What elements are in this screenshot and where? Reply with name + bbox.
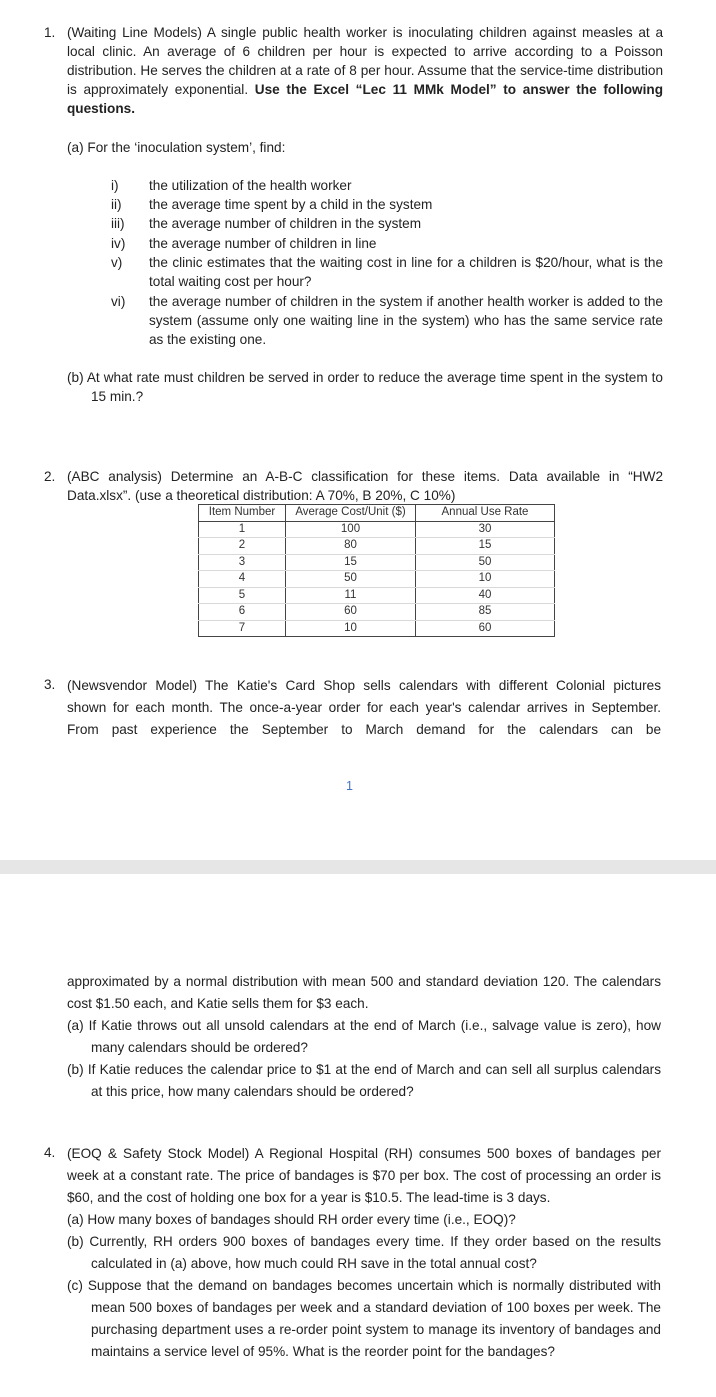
question-3-line-2: shown for each month. The once-a-year order for each year's calendar arrives in September. [67,700,661,715]
table-row [199,620,555,637]
item-text-vi: the average number of children in the system if another health worker is added to the system (assume only one waiting line in the system) who has the same service rate as the existing one. [149,294,663,347]
column-header-average-cost: Average Cost/Unit ($) [286,505,416,522]
table-cell: 7 [199,620,286,637]
table-cell: 50 [416,554,555,571]
question-1-text: (Waiting Line Models) A single public health worker is inoculating children against measles at a local clinic. An average of 6 children per hour is expected to arrive according to a Poisson distribution. He serves the children at a rate of 8 per hour. Assume that the service-time distribution is approximately exponential. [67,25,663,97]
table-row [199,521,555,538]
question-1-instruction: Use the Excel “Lec 11 MMk Model” to answer the following questions. [67,82,663,116]
question-2-number: 2. [44,469,56,484]
item-label-ii: ii) [111,197,122,212]
item-label-vi: vi) [111,294,126,309]
table-row [199,538,555,555]
table-cell: 3 [199,554,286,571]
item-label-i: i) [111,178,119,193]
column-header-item-number: Item Number [199,505,286,522]
question-1-part-a: (a) For the ‘inoculation system’, find: [67,140,286,155]
table-row [199,554,555,571]
table-cell: 2 [199,538,286,555]
question-3-number: 3. [44,677,56,692]
item-text-v: the clinic estimates that the waiting cost in line for a children is $20/hour, what is the total waiting cost per hour? [149,255,663,289]
item-label-v: v) [111,255,123,270]
table-cell: 60 [416,620,555,637]
table-cell: 6 [199,604,286,621]
question-1-part-b [67,368,663,406]
table-header-row [199,505,555,522]
table-cell: 60 [286,604,416,621]
question-3-line-3: From past experience the September to March demand for the calendars can be [67,722,661,737]
question-1-number: 1. [44,25,56,40]
table-cell: 10 [416,571,555,588]
question-2-text: (ABC analysis) Determine an A-B-C classification for these items. Data available in “HW2 Data.xlsx”. (use a theoretical distribution: A 70%, B 20%, C 10%) [67,469,663,503]
item-label-iii: iii) [111,216,125,231]
question-3-part-b: (b) If Katie reduces the calendar price to $1 at the end of March and can sell all surplus calendars at this price, how many calendars should be ordered? [67,1062,661,1099]
question-4-text: (EOQ & Safety Stock Model) A Regional Hospital (RH) consumes 500 boxes of bandages per week at a constant rate. The price of bandages is $70 per box. The cost of processing an order is $60, and the cost of holding one box for a year is $10.5. The lead-time is 3 days. [67,1146,661,1205]
table-cell: 1 [199,521,286,538]
abc-data-table [198,504,555,637]
question-1-part-b-text: (b) At what rate must children be served in order to reduce the average time spent in the system to 15 min.? [67,370,663,404]
table-cell: 30 [416,521,555,538]
table-cell: 50 [286,571,416,588]
item-text-iii: the average number of children in the system [149,216,422,231]
table-cell: 15 [286,554,416,571]
table-cell: 4 [199,571,286,588]
question-4-part-c: (c) Suppose that the demand on bandages becomes uncertain which is normally distributed with mean 500 boxes of bandages per week and a standard deviation of 100 boxes per week. The purchasing department uses a re-order point system to manage its inventory of bandages and maintains a service level of 95%. What is the reorder point for the bandages? [67,1278,661,1359]
table-row [199,587,555,604]
document-page-2 [0,874,716,1397]
item-text-iv: the average number of children in line [149,236,377,251]
table-row [199,604,555,621]
page-number: 1 [346,779,353,793]
question-3-continuation: approximated by a normal distribution with mean 500 and standard deviation 120. The calendars cost $1.50 each, and Katie sells them for $3 each. [67,974,661,1011]
item-label-iv: iv) [111,236,126,251]
table-cell: 80 [286,538,416,555]
question-3-line-1: (Newsvendor Model) The Katie's Card Shop sells calendars with different Colonial pictures [67,678,661,693]
table-cell: 100 [286,521,416,538]
table-cell: 11 [286,587,416,604]
table-row [199,571,555,588]
table-cell: 15 [416,538,555,555]
item-text-ii: the average time spent by a child in the system [149,197,433,212]
column-header-annual-use-rate: Annual Use Rate [416,505,555,522]
table-cell: 5 [199,587,286,604]
table-cell: 85 [416,604,555,621]
question-4-part-b: (b) Currently, RH orders 900 boxes of bandages every time. If they order based on the results calculated in (a) above, how much could RH save in the total annual cost? [67,1234,661,1271]
question-4-part-a: (a) How many boxes of bandages should RH order every time (i.e., EOQ)? [67,1212,516,1227]
item-text-i: the utilization of the health worker [149,178,352,193]
question-3-part-a: (a) If Katie throws out all unsold calendars at the end of March (i.e., salvage value is zero), how many calendars should be ordered? [67,1018,661,1055]
page-separator [0,860,716,874]
question-4-number: 4. [44,1145,56,1160]
table-cell: 10 [286,620,416,637]
question-1-intro [67,23,663,118]
table-cell: 40 [416,587,555,604]
